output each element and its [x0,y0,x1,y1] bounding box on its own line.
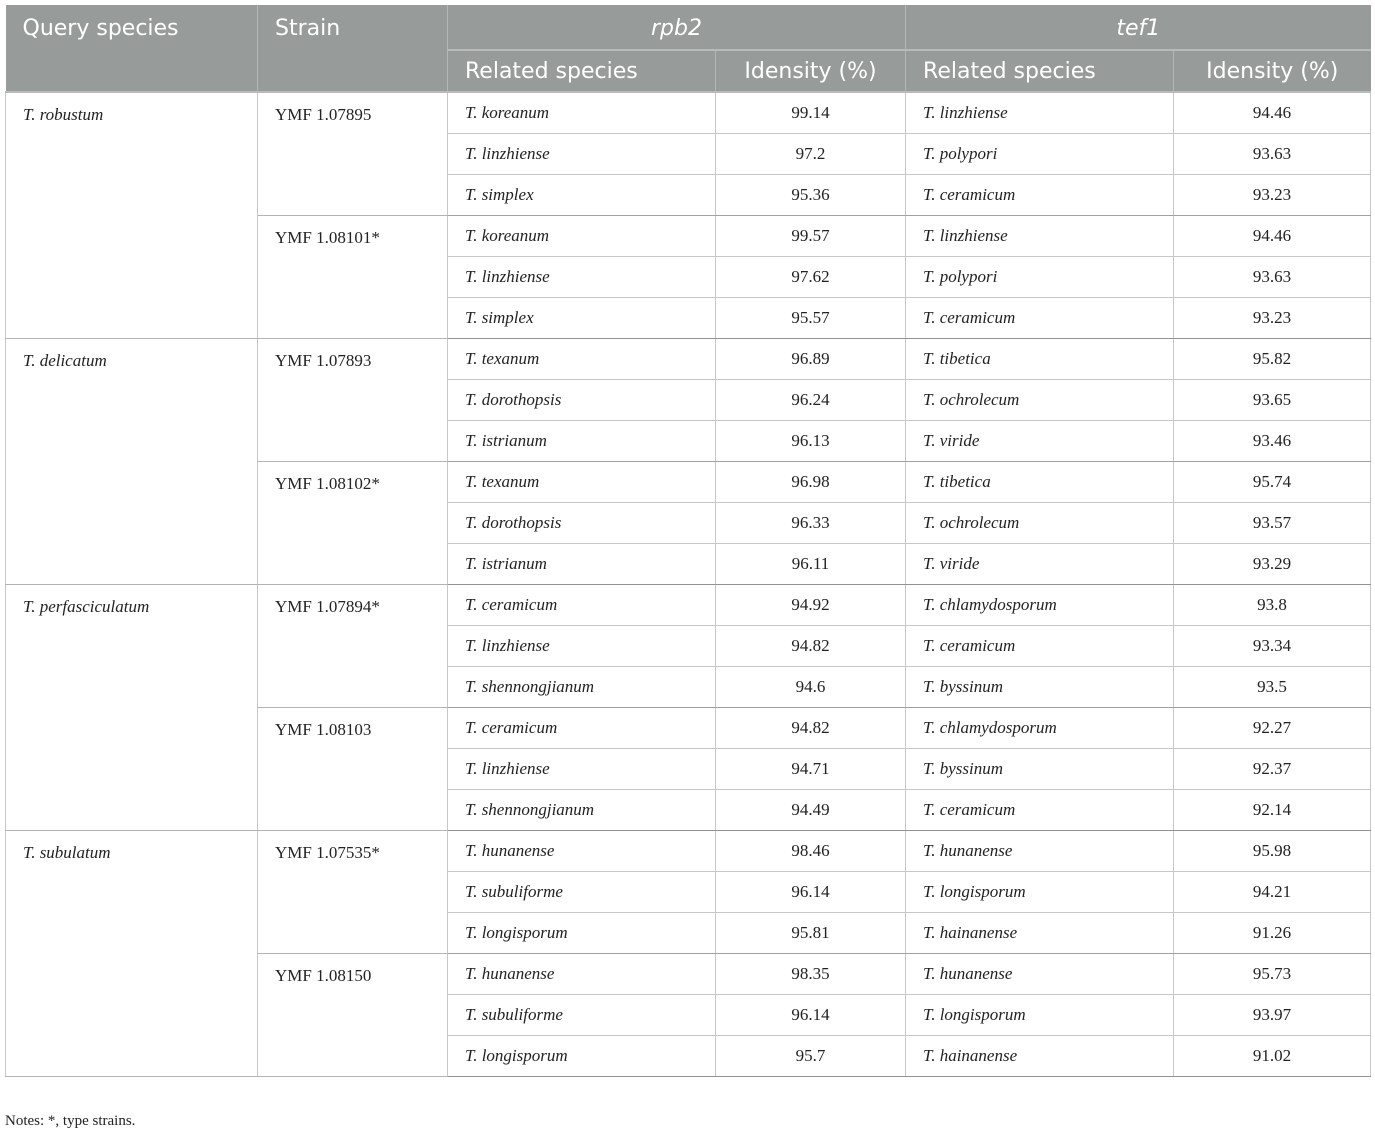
rpb2-identity-cell: 94.71 [716,748,906,789]
tef1-related-species-cell: T. hunanense [906,953,1174,994]
tef1-related-species-cell: T. ceramicum [906,297,1174,338]
tef1-identity-cell: 93.65 [1174,379,1371,420]
query-species-cell: T. robustum [6,92,258,338]
rpb2-related-species-cell: T. hunanense [448,953,716,994]
tef1-related-species-cell: T. polypori [906,256,1174,297]
tef1-related-species-cell: T. hunanense [906,830,1174,871]
rpb2-identity-cell: 95.57 [716,297,906,338]
tef1-identity-cell: 95.82 [1174,338,1371,379]
tef1-identity-cell: 93.57 [1174,502,1371,543]
rpb2-related-species-cell: T. ceramicum [448,584,716,625]
tef1-related-species-cell: T. byssinum [906,666,1174,707]
strain-cell: YMF 1.07894* [258,584,448,707]
tef1-identity-cell: 94.46 [1174,215,1371,256]
query-species-cell: T. perfasciculatum [6,584,258,830]
tef1-related-species-cell: T. polypori [906,133,1174,174]
strain-cell: YMF 1.08103 [258,707,448,830]
rpb2-related-species-cell: T. istrianum [448,543,716,584]
tef1-related-species-cell: T. linzhiense [906,215,1174,256]
rpb2-related-species-cell: T. linzhiense [448,256,716,297]
header-tef1-related-species: Related species [906,50,1174,92]
query-species-cell: T. delicatum [6,338,258,584]
tef1-identity-cell: 95.73 [1174,953,1371,994]
tef1-related-species-cell: T. tibetica [906,338,1174,379]
rpb2-related-species-cell: T. istrianum [448,420,716,461]
header-strain: Strain [258,5,448,92]
tef1-identity-cell: 95.98 [1174,830,1371,871]
rpb2-identity-cell: 99.14 [716,92,906,133]
rpb2-related-species-cell: T. shennongjianum [448,789,716,830]
tef1-identity-cell: 93.23 [1174,174,1371,215]
tef1-related-species-cell: T. viride [906,543,1174,584]
tef1-identity-cell: 94.46 [1174,92,1371,133]
rpb2-related-species-cell: T. texanum [448,461,716,502]
rpb2-related-species-cell: T. simplex [448,174,716,215]
tef1-identity-cell: 93.63 [1174,256,1371,297]
rpb2-identity-cell: 98.35 [716,953,906,994]
header-rpb2-identity: Idensity (%) [716,50,906,92]
strain-cell: YMF 1.07535* [258,830,448,953]
table-row [6,92,1371,133]
table-row [6,584,1371,625]
rpb2-identity-cell: 96.14 [716,994,906,1035]
rpb2-related-species-cell: T. subuliforme [448,871,716,912]
header-gene-tef1: tef1 [906,5,1371,50]
strain-cell: YMF 1.08101* [258,215,448,338]
rpb2-identity-cell: 96.33 [716,502,906,543]
rpb2-identity-cell: 96.13 [716,420,906,461]
tef1-identity-cell: 93.23 [1174,297,1371,338]
tef1-related-species-cell: T. ceramicum [906,789,1174,830]
rpb2-identity-cell: 99.57 [716,215,906,256]
tef1-related-species-cell: T. hainanense [906,1035,1174,1076]
tef1-identity-cell: 95.74 [1174,461,1371,502]
tef1-identity-cell: 92.37 [1174,748,1371,789]
rpb2-related-species-cell: T. hunanense [448,830,716,871]
rpb2-related-species-cell: T. koreanum [448,215,716,256]
rpb2-identity-cell: 96.98 [716,461,906,502]
rpb2-related-species-cell: T. linzhiense [448,748,716,789]
tef1-related-species-cell: T. linzhiense [906,92,1174,133]
table-body [6,92,1371,1076]
tef1-related-species-cell: T. longisporum [906,994,1174,1035]
header-query-species: Query species [6,5,258,92]
tef1-related-species-cell: T. chlamydosporum [906,707,1174,748]
tef1-related-species-cell: T. ceramicum [906,174,1174,215]
header-gene-rpb2: rpb2 [448,5,906,50]
tef1-identity-cell: 93.46 [1174,420,1371,461]
rpb2-related-species-cell: T. longisporum [448,1035,716,1076]
rpb2-related-species-cell: T. longisporum [448,912,716,953]
tef1-identity-cell: 91.26 [1174,912,1371,953]
identity-table [5,5,1371,1077]
tef1-related-species-cell: T. ochrolecum [906,502,1174,543]
tef1-related-species-cell: T. viride [906,420,1174,461]
tef1-related-species-cell: T. byssinum [906,748,1174,789]
rpb2-related-species-cell: T. subuliforme [448,994,716,1035]
tef1-identity-cell: 93.97 [1174,994,1371,1035]
rpb2-related-species-cell: T. shennongjianum [448,666,716,707]
tef1-identity-cell: 92.27 [1174,707,1371,748]
table-row [6,338,1371,379]
rpb2-related-species-cell: T. linzhiense [448,133,716,174]
tef1-identity-cell: 93.8 [1174,584,1371,625]
header-tef1-identity: Idensity (%) [1174,50,1371,92]
rpb2-identity-cell: 94.82 [716,625,906,666]
tef1-related-species-cell: T. tibetica [906,461,1174,502]
rpb2-identity-cell: 95.81 [716,912,906,953]
rpb2-identity-cell: 95.36 [716,174,906,215]
rpb2-identity-cell: 96.11 [716,543,906,584]
tef1-identity-cell: 94.21 [1174,871,1371,912]
tef1-identity-cell: 93.5 [1174,666,1371,707]
tef1-related-species-cell: T. ochrolecum [906,379,1174,420]
rpb2-related-species-cell: T. koreanum [448,92,716,133]
tef1-related-species-cell: T. longisporum [906,871,1174,912]
rpb2-identity-cell: 94.49 [716,789,906,830]
tef1-related-species-cell: T. ceramicum [906,625,1174,666]
rpb2-identity-cell: 94.6 [716,666,906,707]
rpb2-related-species-cell: T. dorothopsis [448,379,716,420]
header-rpb2-related-species: Related species [448,50,716,92]
tef1-identity-cell: 92.14 [1174,789,1371,830]
strain-cell: YMF 1.08150 [258,953,448,1076]
strain-cell: YMF 1.07893 [258,338,448,461]
rpb2-identity-cell: 98.46 [716,830,906,871]
rpb2-identity-cell: 95.7 [716,1035,906,1076]
rpb2-related-species-cell: T. dorothopsis [448,502,716,543]
rpb2-related-species-cell: T. simplex [448,297,716,338]
rpb2-related-species-cell: T. linzhiense [448,625,716,666]
table-row [6,830,1371,871]
tef1-related-species-cell: T. hainanense [906,912,1174,953]
strain-cell: YMF 1.07895 [258,92,448,215]
table-header [6,5,1371,92]
table-notes: Notes: *, type strains. [5,1113,136,1129]
rpb2-identity-cell: 96.89 [716,338,906,379]
tef1-identity-cell: 93.63 [1174,133,1371,174]
rpb2-identity-cell: 94.82 [716,707,906,748]
query-species-cell: T. subulatum [6,830,258,1076]
rpb2-identity-cell: 97.2 [716,133,906,174]
rpb2-identity-cell: 96.14 [716,871,906,912]
tef1-identity-cell: 93.29 [1174,543,1371,584]
tef1-identity-cell: 91.02 [1174,1035,1371,1076]
rpb2-identity-cell: 97.62 [716,256,906,297]
strain-cell: YMF 1.08102* [258,461,448,584]
tef1-identity-cell: 93.34 [1174,625,1371,666]
rpb2-related-species-cell: T. texanum [448,338,716,379]
rpb2-identity-cell: 94.92 [716,584,906,625]
rpb2-related-species-cell: T. ceramicum [448,707,716,748]
tef1-related-species-cell: T. chlamydosporum [906,584,1174,625]
rpb2-identity-cell: 96.24 [716,379,906,420]
